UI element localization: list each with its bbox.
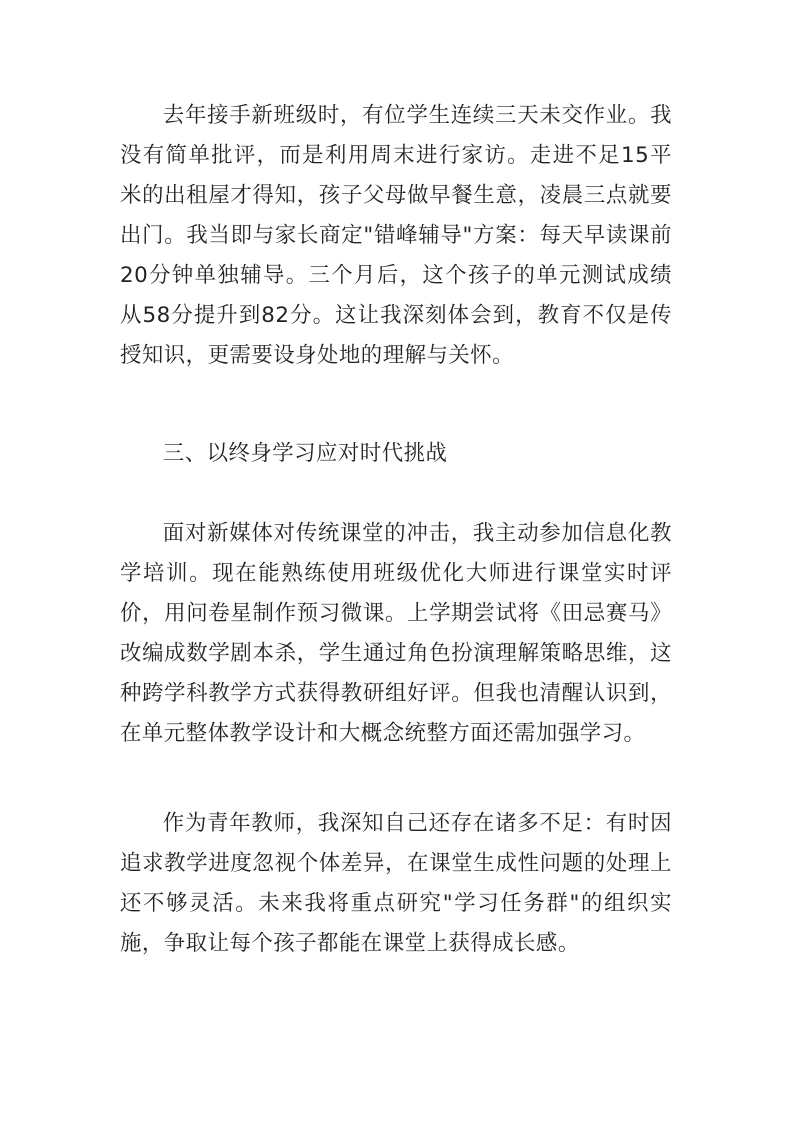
section-heading-text: 三、以终身学习应对时代挑战 [162,441,448,466]
section-heading [120,434,672,474]
lifelong-learning-paragraph [120,514,672,754]
paragraph-text: 作为青年教师，我深知自己还存在诸多不足：有时因追求教学进度忽视个体差异，在课堂生成性问题的处理上还不够灵活。未来我将重点研究"学习任务群"的组织实施，争取让每个孩子都能在课堂上获得成长感。 [120,811,672,956]
paragraph-text: 面对新媒体对传统课堂的冲击，我主动参加信息化教学培训。现在能熟练使用班级优化大师进行课堂实时评价，用问卷星制作预习微课。上学期尝试将《田忌赛马》改编成数学剧本杀，学生通过角色扮演理解策略思维，这种跨学科教学方式获得教研组好评。但我也清醒认识到，在单元整体教学设计和大概念统整方面还需加强学习。 [120,521,672,746]
paragraph-text: 去年接手新班级时，有位学生连续三天未交作业。我没有简单批评，而是利用周末进行家访。走进不足15平米的出租屋才得知，孩子父母做早餐生意，凌晨三点就要出门。我当即与家长商定"错峰辅导"方案：每天早读课前20分钟单独辅导。三个月后，这个孩子的单元测试成绩从58分提升到82分。这让我深刻体会到，教育不仅是传授知识，更需要设身处地的理解与关怀。 [120,103,672,368]
home-visit-paragraph [120,96,672,376]
self-reflection-paragraph [120,804,672,964]
